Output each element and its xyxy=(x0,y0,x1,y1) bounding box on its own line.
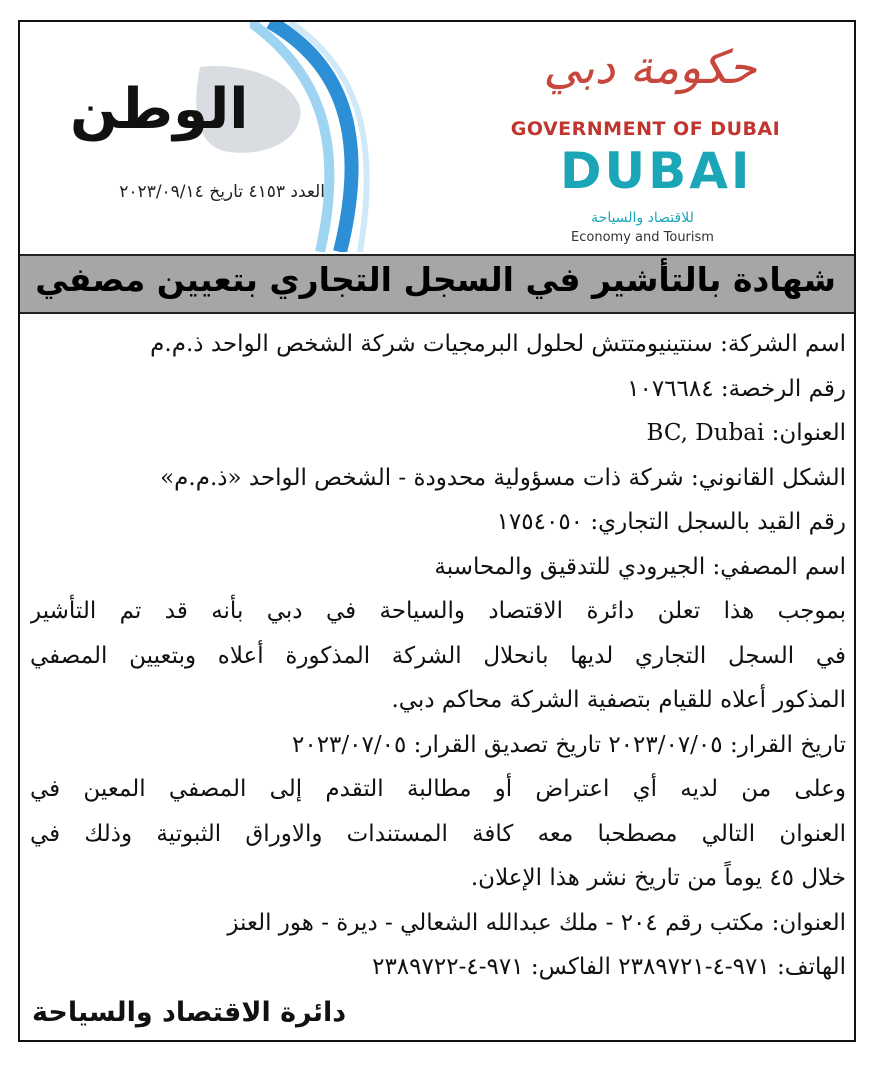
notice-body xyxy=(30,322,846,990)
liquidator-address-line: العنوان: مكتب رقم ٢٠٤ - ملك عبدالله الشعالي - ديرة - هور العنز xyxy=(227,909,846,936)
address-line: العنوان: BC, Dubai xyxy=(646,420,846,446)
department-english: Economy and Tourism xyxy=(571,230,714,245)
government-english-name: GOVERNMENT OF DUBAI xyxy=(510,118,781,140)
newspaper-name: الوطن xyxy=(70,77,249,142)
dubai-wordmark: DUBAI xyxy=(560,142,753,200)
title-bar xyxy=(20,254,854,314)
notice-frame xyxy=(18,20,856,1042)
license-number-line: رقم الرخصة: ١٠٧٦٦٨٤ xyxy=(627,375,846,402)
announcement-line-2: في السجل التجاري لديها بانحلال الشركة المذكورة أعلاه وبتعيين المصفي xyxy=(30,642,846,669)
objection-line-3: خلال ٤٥ يوماً من تاريخ نشر هذا الإعلان. xyxy=(470,865,846,891)
notice-title: شهادة بالتأشير في السجل التجاري بتعيين مصفي xyxy=(35,260,836,299)
issue-line: العدد ٤١٥٣ تاريخ ٢٠٢٣/٠٩/١٤ xyxy=(119,182,325,202)
contact-line: الهاتف: ٩٧١-٤-٢٣٨٩٧٢١ الفاكس: ٩٧١-٤-٢٣٨٩٧٢٢ xyxy=(372,954,846,980)
announcement-line-1: بموجب هذا تعلن دائرة الاقتصاد والسياحة في دبي بأنه قد تم التأشير xyxy=(30,598,846,624)
registry-number-line: رقم القيد بالسجل التجاري: ١٧٥٤٠٥٠ xyxy=(496,509,846,535)
company-name-line: اسم الشركة: سنتينيومتتش لحلول البرمجيات شركة الشخص الواحد ذ.م.م xyxy=(150,331,846,357)
legal-form-line: الشكل القانوني: شركة ذات مسؤولية محدودة - الشخص الواحد «ذ.م.م» xyxy=(160,464,846,491)
notice-header xyxy=(20,22,854,252)
department-arabic: للاقتصاد والسياحة xyxy=(591,210,694,226)
objection-line-2: العنوان التالي مصطحبا معه كافة المستندات والاوراق الثبوتية وذلك في xyxy=(30,820,846,847)
government-arabic-logo: حكومة دبي xyxy=(543,40,757,94)
decision-date-line: تاريخ القرار: ٢٠٢٣/٠٧/٠٥ تاريخ تصديق القرار: ٢٠٢٣/٠٧/٠٥ xyxy=(292,731,846,758)
footer-department: دائرة الاقتصاد والسياحة xyxy=(32,997,347,1028)
liquidator-name-line: اسم المصفي: الجيرودي للتدقيق والمحاسبة xyxy=(434,553,846,580)
announcement-line-3: المذكور أعلاه للقيام بتصفية الشركة محاكم دبي. xyxy=(391,687,846,713)
objection-line-1: وعلى من لديه أي اعتراض أو مطالبة التقدم إلى المصفي المعين في xyxy=(30,776,846,802)
